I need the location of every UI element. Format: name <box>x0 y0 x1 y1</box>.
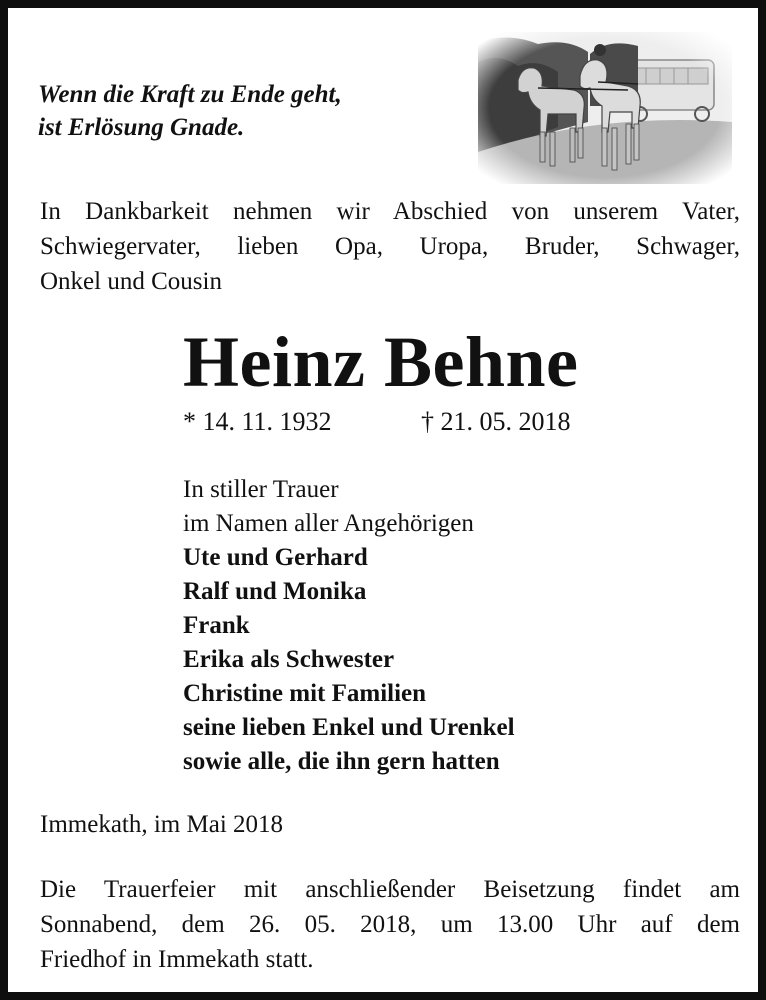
mourner-name: Erika als Schwester <box>183 646 395 673</box>
mourner-name: seine lieben Enkel und Urenkel <box>183 714 515 741</box>
ceremony-line-3: Friedhof in Immekath statt. <box>40 946 314 973</box>
intro-line-1: In Dankbarkeit nehmen wir Abschied von unserem Vater, <box>40 198 740 225</box>
mourner-name: Christine mit Familien <box>183 680 427 707</box>
ceremony-notice <box>40 872 740 977</box>
deceased-name: Heinz Behne <box>183 322 579 402</box>
mourner-name: Frank <box>183 612 250 639</box>
intro-text <box>40 194 740 299</box>
motto-line-2: ist Erlösung Gnade. <box>38 114 245 141</box>
ceremony-line-2: Sonnabend, dem 26. 05. 2018, um 13.00 Uhr auf dem <box>40 911 740 938</box>
place-and-date: Immekath, im Mai 2018 <box>40 811 284 838</box>
mourner-name: sowie alle, die ihn gern hatten <box>183 748 500 775</box>
mourning-line-2: im Namen aller Angehörigen <box>183 510 474 537</box>
birth-date: * 14. 11. 1932 <box>183 407 332 436</box>
mourner-name: Ute und Gerhard <box>183 544 368 571</box>
mourners-list <box>183 473 515 779</box>
mourning-line-1: In stiller Trauer <box>183 476 339 503</box>
ceremony-line-1: Die Trauerfeier mit anschließender Beisetzung findet am <box>40 876 740 903</box>
motto <box>38 78 342 144</box>
intro-line-3: Onkel und Cousin <box>40 268 222 295</box>
motto-line-1: Wenn die Kraft zu Ende geht, <box>38 81 342 108</box>
mourner-name: Ralf und Monika <box>183 578 367 605</box>
intro-line-2: Schwiegervater, lieben Opa, Uropa, Bruder, Schwager, <box>40 233 740 260</box>
life-dates <box>183 405 571 439</box>
death-date: † 21. 05. 2018 <box>421 407 571 436</box>
horse-drawn-carriage-photo <box>478 32 732 184</box>
